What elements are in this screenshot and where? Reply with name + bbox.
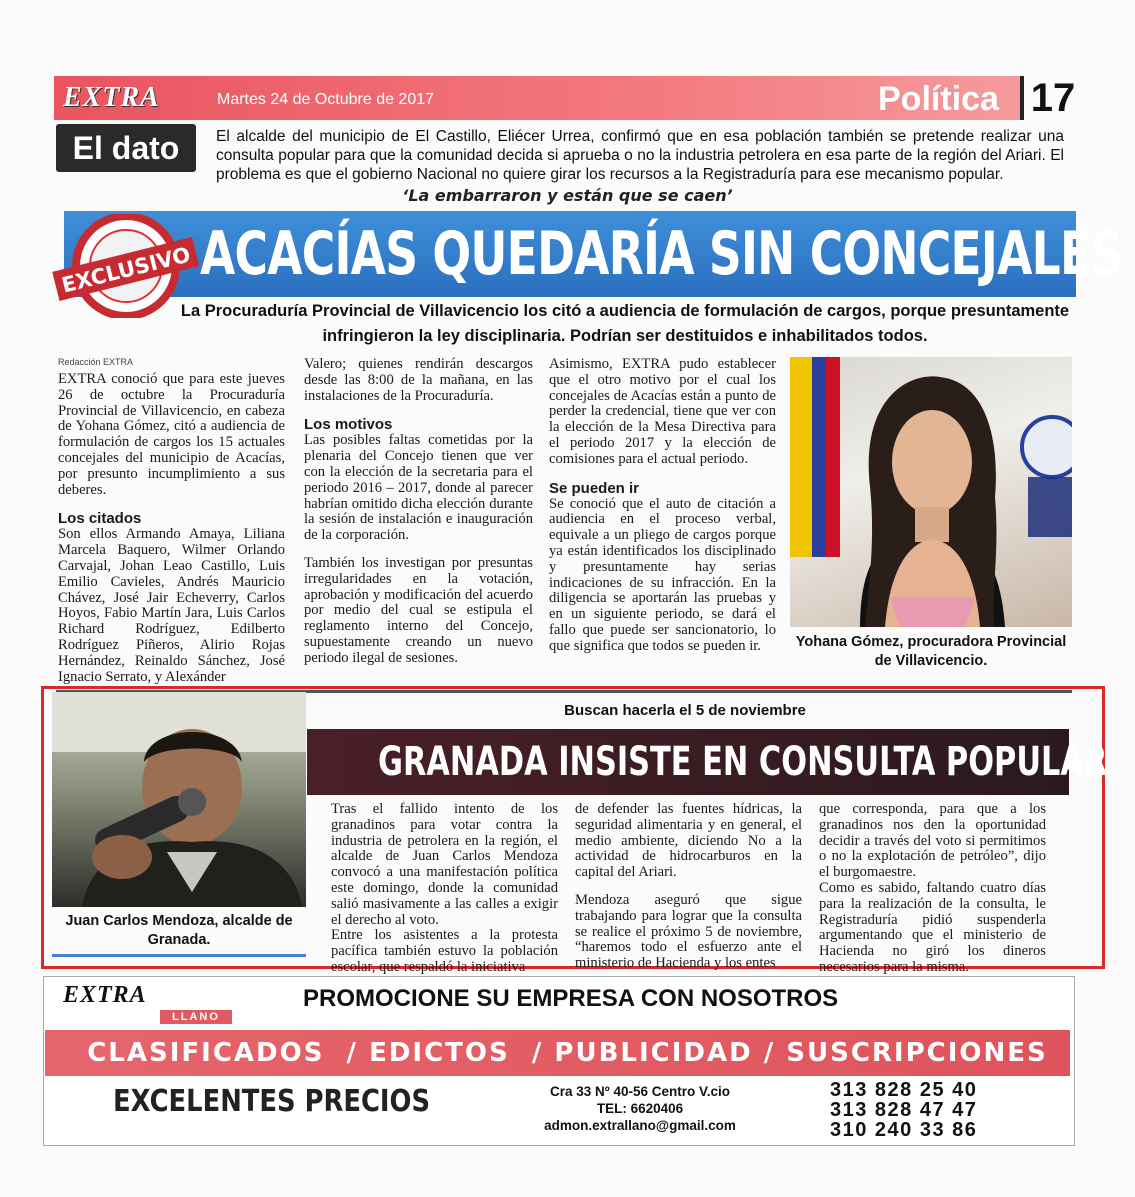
paragraph: También los investigan por presuntas irregularidades en la votación, aprobación y modificación del acuerdo por medio del cual se estipula el reglamento interno del Concejo, supuestamente creando un nuevo periodo ilegal de sesiones. xyxy=(304,554,533,666)
paragraph: Asimismo, EXTRA pudo establecer que el otro motivo por el cual los concejales de Acacías están a punto de perder la credencial, tiene que ver con la elección de la Mesa Directiva para el periodo 2017 y la elección de comisiones para el actual periodo. xyxy=(549,356,776,467)
ad-slogan: PROMOCIONE SU EMPRESA CON NOSOTROS xyxy=(303,985,839,1012)
paragraph: Valero; quienes rendirán descargos desde las 8:00 de la mañana, en las instalaciones de la Procuraduría. xyxy=(304,356,533,404)
photo-caption: Yohana Gómez, procuradora Provincial de Villavicencio. xyxy=(795,634,1067,669)
portrait-illustration xyxy=(52,692,306,907)
byline: Redacción EXTRA xyxy=(58,357,134,367)
paragraph: Se conoció que el auto de citación a audiencia en el proceso verbal, equivale a un pliego de cargos porque ya están identificados los disciplinado y presuntamente hay serias indicaciones de su infracción. En la diligencia se aportarán las pruebas y en un siguiente periodo, se dará el fallo que puede ser sancionatorio, lo que significa que todos se pueden ir. xyxy=(549,495,776,654)
photo-caption: Juan Carlos Mendoza, alcalde de Granada. xyxy=(65,913,293,948)
top xyxy=(890,597,975,627)
ad-services: CLASIFICADOS / EDICTOS / PUBLICIDAD / SUSCRIPCIONES xyxy=(87,1038,1048,1068)
flag-blue xyxy=(812,357,826,557)
paragraph: Mendoza aseguró que sigue trabajando para lograr que la consulta se realice el próximo 5 de noviembre, “haremos todo el esfuerzo ante el ministerio de Hacienda y los entes xyxy=(575,891,802,972)
ad-phone: 313 828 25 40 xyxy=(830,1079,978,1101)
neck xyxy=(915,507,949,542)
photo-juan-carlos-mendoza xyxy=(52,692,306,907)
ad-phone: 310 240 33 86 xyxy=(830,1119,978,1141)
subhead: Se pueden ir xyxy=(549,479,640,497)
mic-head xyxy=(178,788,206,816)
paragraph: Son ellos Armando Amaya, Liliana Marcela Baquero, Wilmer Orlando Carvajal, Johan Leao Castillo, Luis Emilio Cavieles, Andrés Mauricio Chávez, José Jair Echeverry, Carlos Hoyos, Fabio Martín Jara, Luis Carlos Richard Rodríguez, Edilberto Rodríguez Piñeros, Alirio Rojas Hernández, Reinaldo Sánchez, José Ignacio Serrato, y Alexánder xyxy=(58,526,285,685)
el-dato-label: El dato xyxy=(56,124,196,172)
flag-yellow xyxy=(790,357,812,557)
paragraph: Las posibles faltas cometidas por la plenaria del Concejo tienen que ver con la elección de la secretaria para el periodo 2016 – 2017, donde al parecer habrían omitido dicha elección durante la sesión de instalación e inauguración de la corporación. xyxy=(304,432,533,544)
ad-prices: EXCELENTES PRECIOS xyxy=(113,1084,431,1119)
caption-rule xyxy=(52,954,306,957)
story2-column-2 xyxy=(575,802,802,984)
ad-address: Cra 33 Nº 40-56 Centro V.cio xyxy=(549,1084,730,1099)
story1-deck: La Procuraduría Provincial de Villavicencio los citó a audiencia de formulación de cargos, porque presuntamente infringieron la ley disciplinaria. Podrían ser destituidos e inhabilitados todos. xyxy=(180,302,1070,345)
paragraph: de defender las fuentes hídricas, la seguridad alimentaria y en general, el medio ambiente, diciendo No a la actividad de hidrocarburos en la capital del Ariari. xyxy=(575,801,802,881)
face xyxy=(892,410,972,514)
story2-headline: GRANADA INSISTE EN CONSULTA POPULAR xyxy=(378,739,1108,785)
flag-red xyxy=(826,357,840,557)
paragraph: Como es sabido, faltando cuatro días para la realización de la consulta, le Registraduría pidió suspenderla argumentando que el ministerio de Hacienda no giró los dineros necesarios para la misma. xyxy=(819,879,1046,975)
paragraph: Entre los asistentes a la protesta pacífica también estuvo la población escolar, que respaldó la iniciativa xyxy=(331,927,558,975)
story2-kicker: Buscan hacerla el 5 de noviembre xyxy=(564,702,806,719)
logo-panel xyxy=(1028,477,1072,537)
portrait-illustration xyxy=(790,357,1072,627)
page-number: 17 xyxy=(1020,76,1082,120)
ad-phone: 313 828 47 47 xyxy=(830,1099,978,1121)
hand xyxy=(92,835,152,879)
ad-contact xyxy=(500,1083,780,1134)
ad-telephone: TEL: 6620406 xyxy=(596,1101,684,1116)
story2-column-3 xyxy=(819,802,1046,988)
logo-circle xyxy=(1022,417,1072,477)
ad-phone-list xyxy=(830,1080,977,1140)
story1-column-1 xyxy=(58,372,285,697)
paragraph: que corresponda, para que a los granadinos nos den la oportunidad decidir a través del voto si permitimos o no la explotación de petróleo”, dijo el burgomaestre. xyxy=(819,801,1046,881)
paragraph: EXTRA conoció que para este jueves 26 de octubre la Procuraduría Provincial de Villavicencio, en cabeza de Yohana Gómez, citó a audiencia de formulación de cargos los 15 actuales concejales del municipio de Acacías, por presunto incumplimiento a sus deberes. xyxy=(58,371,285,498)
ad-logo-sub: LLANO xyxy=(160,1010,232,1024)
photo-yohana-gomez xyxy=(790,357,1072,627)
issue-date: Martes 24 de Octubre de 2017 xyxy=(217,91,435,108)
ad-email: admon.extrallano@gmail.com xyxy=(544,1118,736,1133)
ad-logo: EXTRA xyxy=(63,982,147,1008)
story1-column-2 xyxy=(304,357,533,679)
story1-column-3 xyxy=(549,357,776,667)
section-title: Política xyxy=(878,80,999,118)
story1-kicker: ‘La embarraron y están que se caen’ xyxy=(402,186,733,205)
badge-text: EXCLUSIVO xyxy=(59,242,193,298)
newspaper-logo: EXTRA xyxy=(63,82,160,113)
subhead: Los citados xyxy=(58,510,142,528)
el-dato-text: El alcalde del municipio de El Castillo, Eliécer Urrea, confirmó que en esa población también se pretende realizar una consulta popular para que la comunidad decida si aprueba o no la industria petrolera en esa parte de la región del Ariari. El problema es que el gobierno Nacional no quiere girar los recursos a la Registraduría para ese mecanismo popular. xyxy=(216,128,1064,183)
paragraph: Tras el fallido intento de los granadinos para votar contra la industria de petrolera en la región, el alcalde de Juan Carlos Mendoza convocó a una manifestación política este domingo, donde la comunidad salió masivamente a las calles a exigir el derecho al voto. xyxy=(331,801,558,928)
story1-headline: ACACÍAS QUEDARÍA SIN CONCEJALES xyxy=(200,219,1123,289)
subhead: Los motivos xyxy=(304,416,393,434)
story2-column-1 xyxy=(331,802,558,988)
